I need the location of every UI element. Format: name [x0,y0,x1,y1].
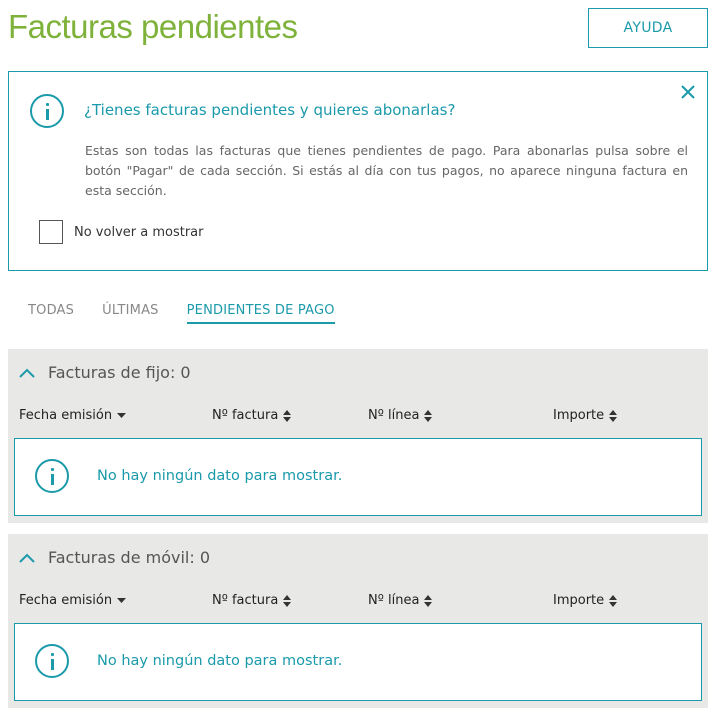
tab-todas[interactable]: TODAS [28,303,75,318]
info-title: ¿Tienes facturas pendientes y quieres abonarlas? [84,101,456,119]
dont-show-again-label[interactable]: No volver a mostrar [74,224,204,240]
column-label: Nº línea [368,408,420,423]
section-mobile-invoices [8,534,708,708]
empty-state [14,623,702,701]
info-box [8,71,708,271]
column-header-n-factura[interactable] [212,593,291,608]
tab-pendientes-de-pago[interactable]: PENDIENTES DE PAGO [187,303,335,324]
help-button[interactable]: AYUDA [588,8,708,48]
dont-show-again-row [39,220,203,244]
column-label: Nº factura [212,593,279,608]
sort-down-icon [117,413,126,419]
sort-icon [424,595,432,607]
section-title: Facturas de móvil: 0 [48,548,211,567]
column-label: Fecha emisión [19,408,113,423]
chevron-up-icon [18,366,36,380]
chevron-up-icon [18,551,36,565]
column-label: Fecha emisión [19,593,113,608]
filter-tabs [28,303,363,324]
column-label: Importe [553,408,605,423]
column-header-n-factura[interactable] [212,408,291,423]
section-title: Facturas de fijo: 0 [48,363,191,382]
sort-icon [609,410,617,422]
empty-message: No hay ningún dato para mostrar. [97,468,343,484]
info-icon [30,94,64,128]
sort-icon [609,595,617,607]
column-label: Importe [553,593,605,608]
page-title: Facturas pendientes [8,8,298,45]
column-header-importe[interactable] [553,408,617,423]
column-label: Nº factura [212,408,279,423]
sort-down-icon [117,598,126,604]
info-icon [35,644,69,678]
column-header-fecha-emision[interactable] [19,593,126,608]
dont-show-again-checkbox[interactable] [39,220,63,244]
section-header-fixed[interactable] [18,363,191,382]
info-text: Estas son todas las facturas que tienes pendientes de pago. Para abonarlas pulsa sobre el botón "Pagar" de cada sección. Si estás al día con tus pagos, no aparece ninguna factura en esta sección. [85,143,688,198]
info-icon [35,459,69,493]
tab-ultimas[interactable]: ÚLTIMAS [102,303,159,318]
empty-message: No hay ningún dato para mostrar. [97,653,343,669]
column-header-n-linea[interactable] [368,408,432,423]
section-fixed-invoices [8,349,708,523]
column-header-n-linea[interactable] [368,593,432,608]
sort-icon [283,595,291,607]
sort-icon [283,410,291,422]
close-icon[interactable] [679,83,697,101]
sort-icon [424,410,432,422]
column-label: Nº línea [368,593,420,608]
section-header-mobile[interactable] [18,548,210,567]
column-header-fecha-emision[interactable] [19,408,126,423]
empty-state [14,438,702,516]
column-header-importe[interactable] [553,593,617,608]
